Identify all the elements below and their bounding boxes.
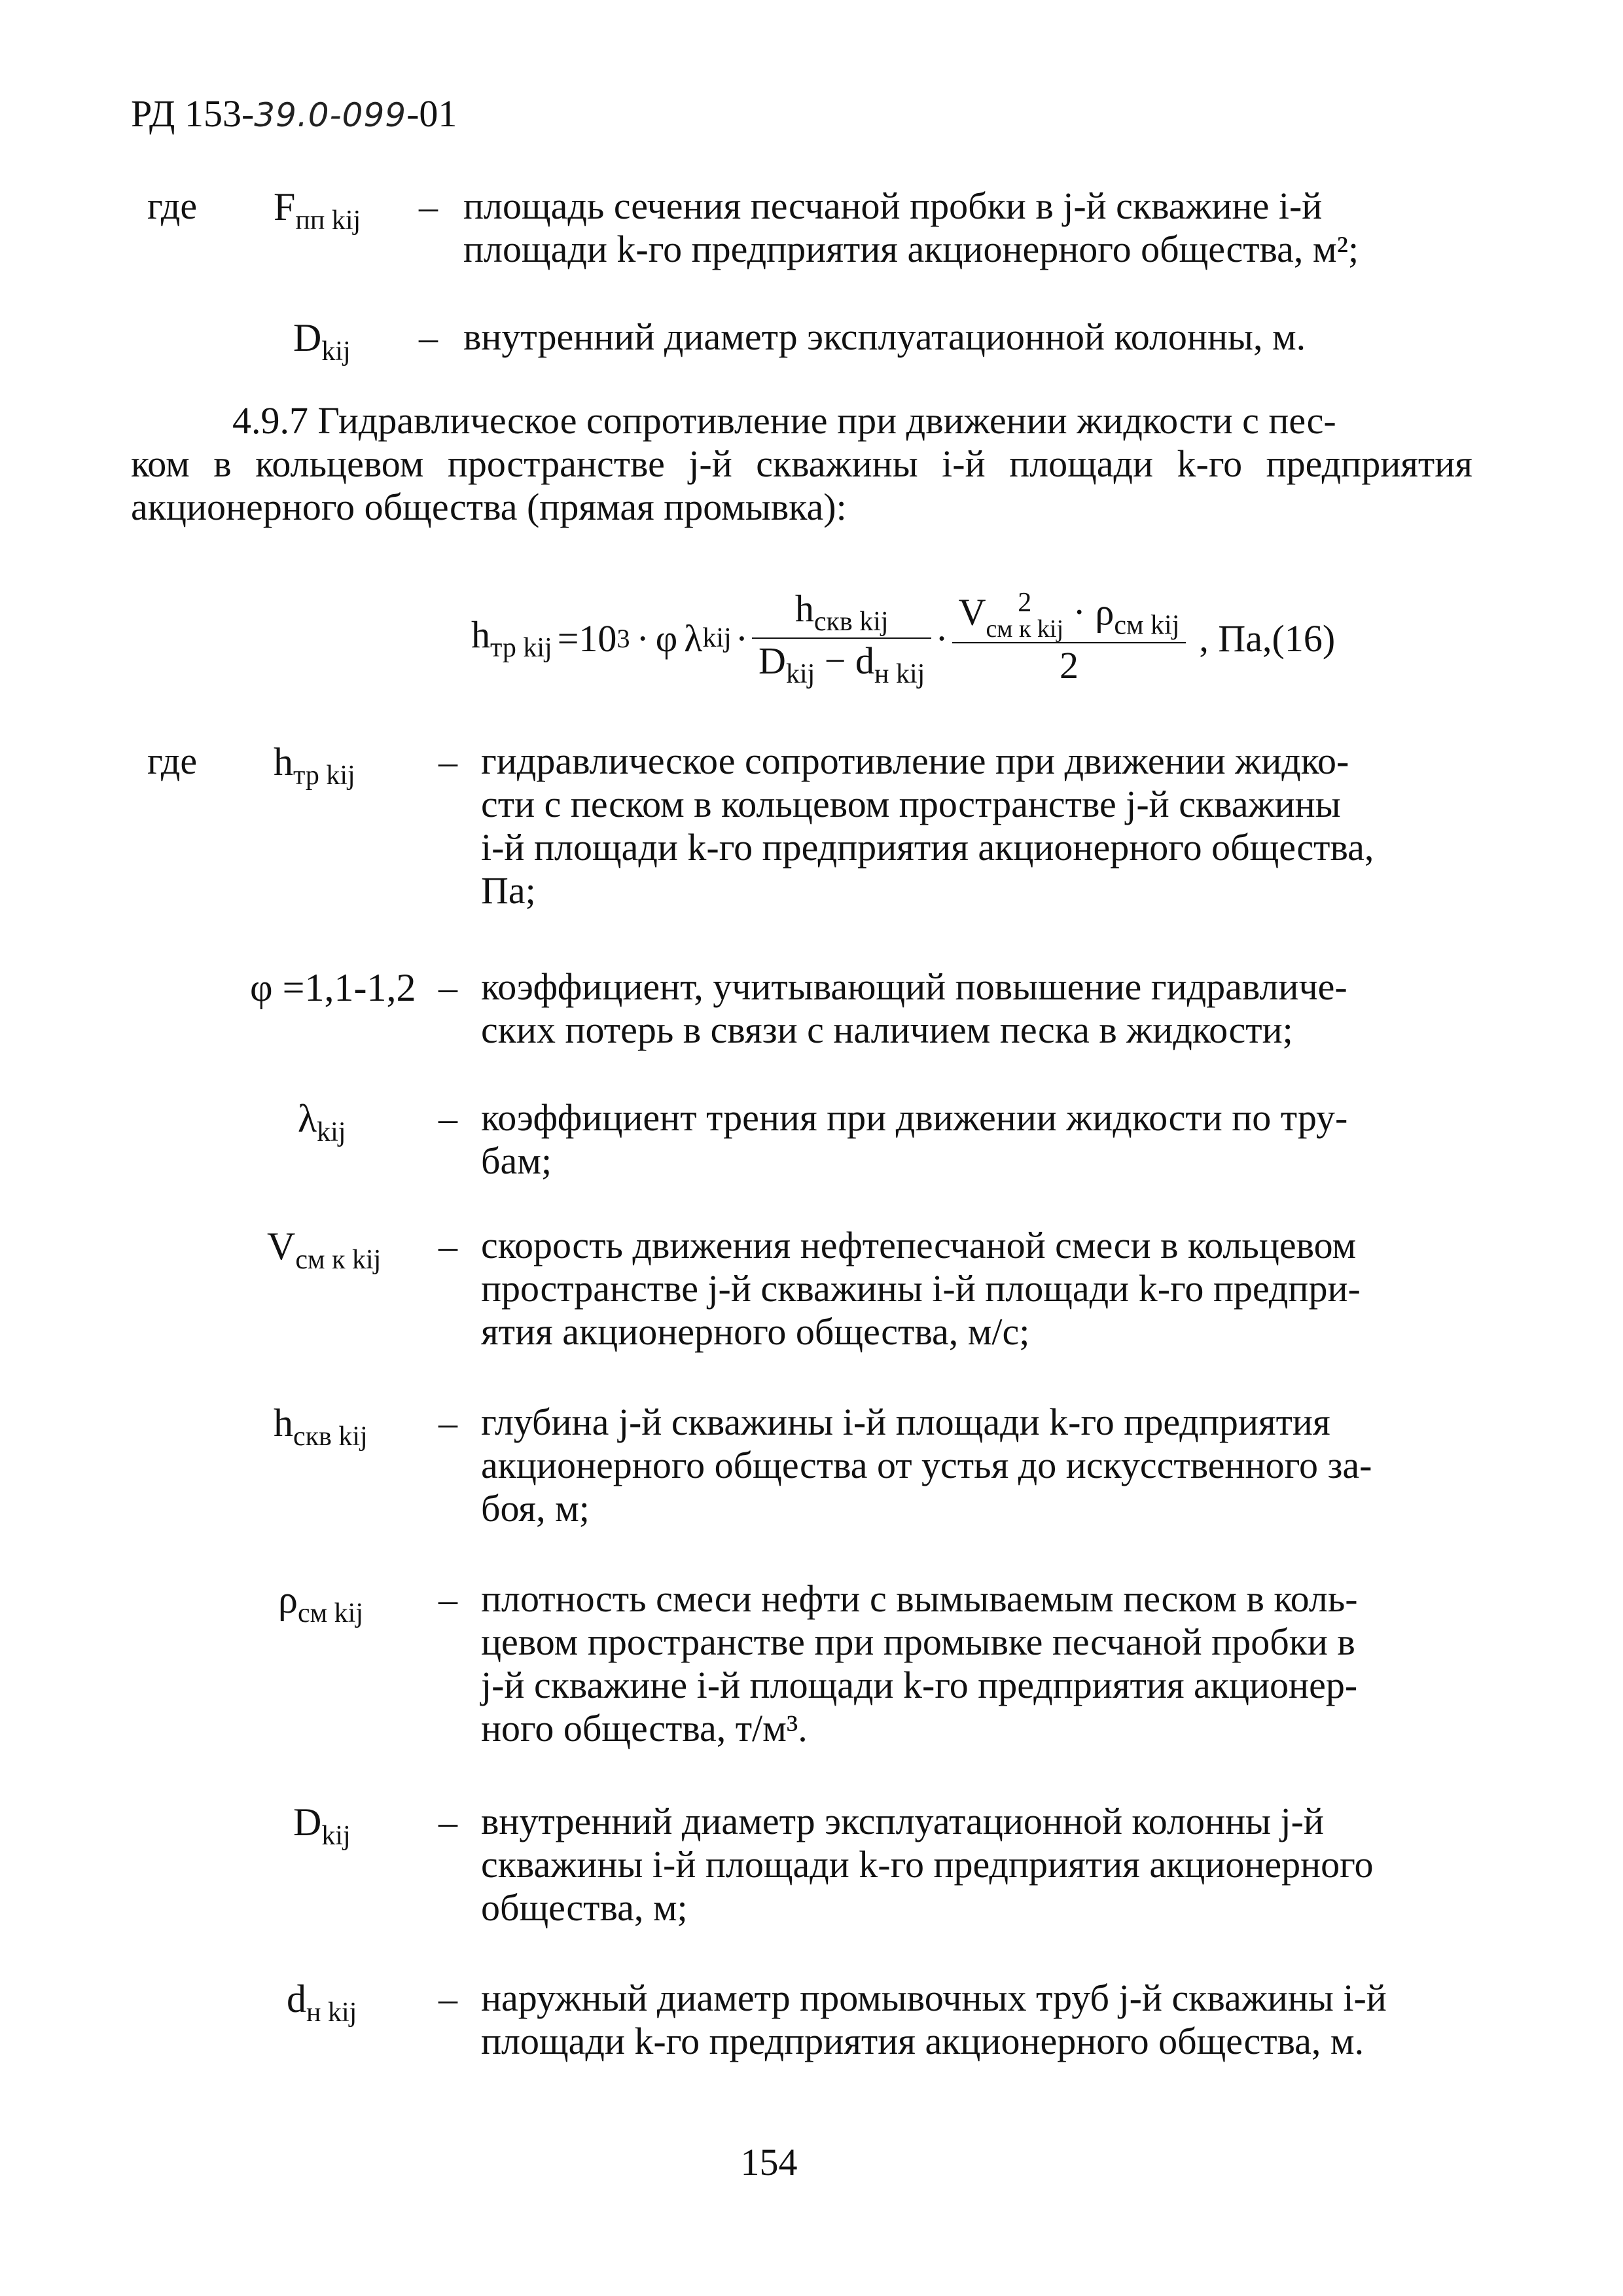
definition-symbol: $d_{н kij}$: [287, 1977, 357, 2028]
formula-16: $h_{тр kij}$ =10 3 · φ λ kij · $\frac{h_{скв kij}}{D_{kij} - d_{н kij}}$ · V 2 см к kij · $\rho_{см kij}$ 2 , Па,(16): [471, 587, 1336, 689]
definition-symbol: $h_{тр kij}$: [274, 740, 355, 791]
document-code: [131, 92, 457, 135]
definition-dash: –: [438, 1578, 457, 1621]
definition-symbol: $D_{kij}$: [293, 1801, 351, 1851]
definition-dash: –: [438, 1225, 457, 1267]
definition-dash: –: [438, 1801, 457, 1843]
definition-symbol: $\rho_{см kij}$: [278, 1578, 364, 1628]
definition-symbol: $V_{см к kij}$: [267, 1225, 382, 1275]
definition-symbol: $h_{скв kij}$: [274, 1401, 368, 1452]
definition-text: площадь сечения песчаной пробки в j-й скважине i-й площади k-го предприятия акционерного общества, м²;: [463, 185, 1359, 270]
definition-text: коэффициент трения при движении жидкости по тру- бам;: [481, 1096, 1348, 1182]
definition-symbol: $D_{kij}$: [293, 316, 351, 367]
definition-dash: –: [419, 185, 438, 228]
definition-dash: –: [438, 1097, 457, 1139]
definition-dash: –: [419, 316, 438, 359]
definition-symbol: $\lambda_{kij}$: [298, 1097, 346, 1147]
page-number: 154: [740, 2141, 798, 2183]
definition-dash: –: [438, 1401, 457, 1444]
definition-text: гидравлическое сопротивление при движении жидко- сти с песком в кольцевом пространстве j-й скважины i-й площади k-го предприятия акционерного общества, Па;: [481, 740, 1374, 912]
definition-text: глубина j-й скважины i-й площади k-го предприятия акционерного общества от устья до искусственного за- боя, м;: [481, 1401, 1372, 1530]
fraction-depth-diameter: $\frac{h_{скв kij}}{D_{kij} - d_{н kij}}$: [752, 586, 931, 690]
definition-dash: –: [438, 740, 457, 783]
definition-dash: –: [438, 966, 457, 1009]
definition-symbol: $F_{пп kij}$: [274, 185, 361, 236]
where-label-2: где: [147, 740, 198, 782]
where-label-1: где: [147, 185, 198, 227]
handwritten-code: 39.0-099: [254, 96, 407, 134]
document-code-prefix: РД 153-: [131, 92, 255, 135]
definition-text: внутренний диаметр эксплуатационной колонны, м.: [463, 315, 1306, 358]
fraction-velocity-density: V 2 см к kij · $\rho_{см kij}$ 2: [952, 590, 1186, 687]
section-paragraph: 4.9.7 Гидравлическое сопротивление при движении жидкости с пес- ком в кольцевом пространстве j-й скважины i-й площади k-го предприятия акционерного общества (прямая промывка):: [131, 399, 1472, 528]
definition-text: наружный диаметр промывочных труб j-й скважины i-й площади k-го предприятия акционерного общества, м.: [481, 1977, 1387, 2062]
definition-text: коэффициент, учитывающий повышение гидравличе- ских потерь в связи с наличием песка в жидкости;: [481, 965, 1347, 1051]
definition-symbol: φ =1,1-1,2: [250, 966, 416, 1009]
definition-text: плотность смеси нефти с вымываемым песком в коль- цевом пространстве при промывке песчаной пробки в j-й скважине i-й площади k-го предприятия акционер- ного общества, т/м³.: [481, 1577, 1358, 1749]
document-code-suffix: -01: [406, 92, 457, 135]
definition-text: скорость движения нефтепесчаной смеси в кольцевом пространстве j-й скважины i-й площади k-го предпри- ятия акционерного общества, м/с;: [481, 1224, 1361, 1353]
definition-dash: –: [438, 1977, 457, 2020]
formula-lhs: $h_{тр kij}$: [471, 613, 552, 663]
definition-text: внутренний диаметр эксплуатационной колонны j-й скважины i-й площади k-го предприятия акционерного общества, м;: [481, 1800, 1374, 1929]
